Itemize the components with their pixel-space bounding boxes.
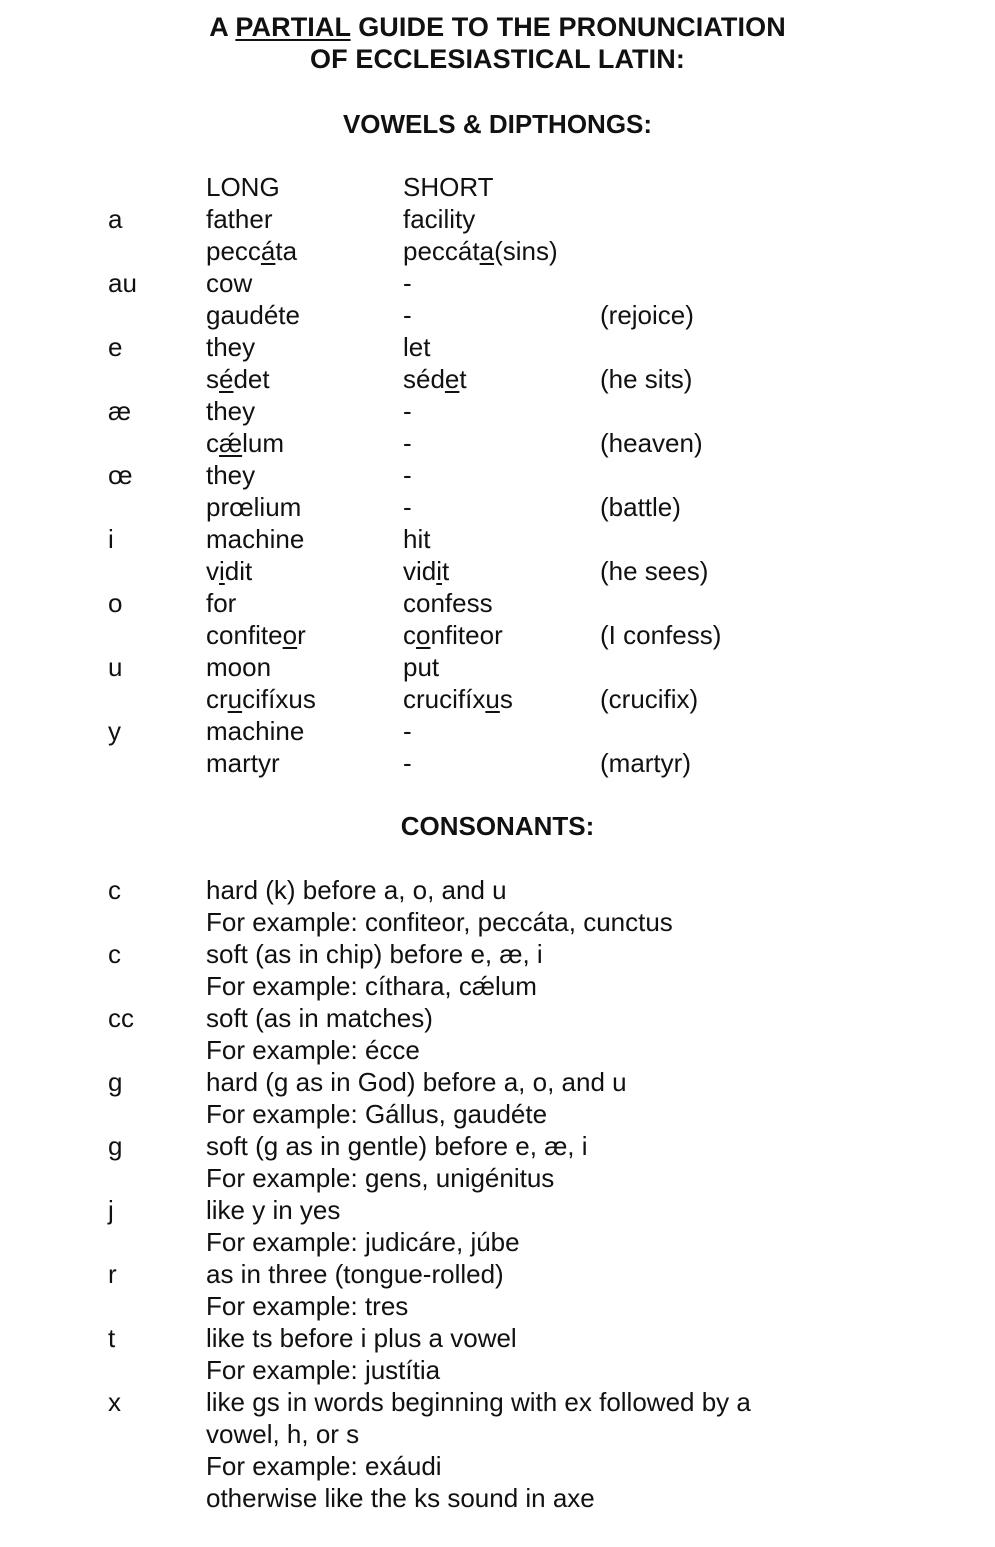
title-suffix: GUIDE TO THE PRONUNCIATION bbox=[350, 12, 786, 42]
long-example-underlined: i bbox=[219, 556, 225, 586]
short-example bbox=[403, 619, 503, 651]
title-emphasis: PARTIAL bbox=[235, 12, 351, 42]
vowel-row bbox=[0, 683, 995, 715]
consonants-table bbox=[0, 874, 995, 1514]
consonant-letter: j bbox=[108, 1195, 114, 1225]
long-example-part: lum bbox=[242, 428, 285, 458]
consonant-letter: c bbox=[108, 875, 121, 905]
short-column-header: SHORT bbox=[403, 172, 494, 202]
vowel-row bbox=[0, 267, 995, 299]
short-example-underlined: a bbox=[479, 236, 495, 266]
long-example bbox=[206, 683, 316, 715]
short-example-underlined: o bbox=[416, 620, 431, 650]
consonant-letter: x bbox=[108, 1387, 121, 1417]
long-example: they bbox=[206, 460, 256, 490]
consonant-description: like ts before i plus a vowel bbox=[206, 1323, 517, 1353]
document-title-line-2: OF ECCLESIASTICAL LATIN: bbox=[310, 44, 685, 74]
long-example: martyr bbox=[206, 748, 280, 778]
vowels-header-row bbox=[0, 171, 995, 203]
short-example bbox=[403, 235, 558, 267]
short-example-part: peccát bbox=[403, 236, 480, 266]
short-example: facility bbox=[403, 204, 476, 234]
long-example bbox=[206, 363, 270, 395]
meaning: (heaven) bbox=[600, 428, 703, 458]
consonant-description: For example: Gállus, gaudéte bbox=[206, 1099, 548, 1129]
consonant-description: soft (as in matches) bbox=[206, 1003, 433, 1033]
long-example-part: confite bbox=[206, 620, 283, 650]
meaning: (he sees) bbox=[600, 556, 709, 586]
consonant-row bbox=[0, 1322, 995, 1354]
consonant-row bbox=[0, 1002, 995, 1034]
vowels-table bbox=[0, 171, 995, 779]
document-title-line-1 bbox=[0, 11, 995, 43]
long-example-part: r bbox=[297, 620, 306, 650]
consonant-description: For example: écce bbox=[206, 1035, 420, 1065]
short-example bbox=[403, 363, 467, 395]
consonant-row bbox=[0, 1194, 995, 1226]
long-example-underlined: o bbox=[282, 620, 298, 650]
long-example-part: c bbox=[206, 428, 219, 458]
short-example-underlined: u bbox=[485, 684, 500, 714]
consonant-description: For example: justítia bbox=[206, 1355, 441, 1385]
consonant-description: as in three (tongue-rolled) bbox=[206, 1259, 504, 1289]
long-example bbox=[206, 619, 306, 651]
vowel-row bbox=[0, 523, 995, 555]
consonant-description: For example: exáudi bbox=[206, 1451, 442, 1481]
short-example: - bbox=[403, 268, 412, 298]
long-example-underlined: é bbox=[219, 364, 234, 394]
consonant-row bbox=[0, 1482, 995, 1514]
meaning: (he sits) bbox=[600, 364, 693, 394]
vowel-row bbox=[0, 363, 995, 395]
vowel-letter: i bbox=[108, 524, 114, 554]
consonant-row bbox=[0, 1130, 995, 1162]
short-example: - bbox=[403, 396, 412, 426]
long-example-part: cr bbox=[206, 684, 228, 714]
short-example-part: c bbox=[403, 620, 416, 650]
long-example-part: pecc bbox=[206, 236, 261, 266]
long-example: for bbox=[206, 588, 237, 618]
long-example: prœlium bbox=[206, 492, 302, 522]
consonant-row bbox=[0, 874, 995, 906]
consonant-description: soft (as in chip) before e, æ, i bbox=[206, 939, 543, 969]
vowel-row bbox=[0, 299, 995, 331]
long-example: they bbox=[206, 396, 256, 426]
consonant-description: otherwise like the ks sound in axe bbox=[206, 1483, 595, 1513]
long-example bbox=[206, 555, 252, 587]
vowel-letter: u bbox=[108, 652, 123, 682]
consonant-description: For example: cíthara, cǽlum bbox=[206, 971, 537, 1001]
consonant-letter: cc bbox=[108, 1003, 134, 1033]
vowel-row bbox=[0, 235, 995, 267]
consonant-row bbox=[0, 1162, 995, 1194]
short-example: let bbox=[403, 332, 431, 362]
meaning: (crucifix) bbox=[600, 684, 699, 714]
meaning: (I confess) bbox=[600, 620, 722, 650]
short-example: confess bbox=[403, 588, 493, 618]
short-example-underlined: i bbox=[436, 556, 443, 586]
consonant-description: For example: gens, unigénitus bbox=[206, 1163, 555, 1193]
consonant-description: For example: confiteor, peccáta, cunctus bbox=[206, 907, 673, 937]
vowel-row bbox=[0, 459, 995, 491]
long-example: gaudéte bbox=[206, 300, 300, 330]
consonants-heading: CONSONANTS: bbox=[400, 811, 595, 841]
vowels-heading: VOWELS & DIPTHONGS: bbox=[342, 109, 653, 139]
consonant-row bbox=[0, 970, 995, 1002]
vowel-row bbox=[0, 715, 995, 747]
long-example-underlined: ǽ bbox=[219, 428, 243, 458]
short-example: - bbox=[403, 460, 412, 490]
long-example bbox=[206, 427, 284, 459]
consonant-row bbox=[0, 938, 995, 970]
short-example-part: s bbox=[499, 684, 513, 714]
vowel-row bbox=[0, 427, 995, 459]
long-example-part: ta bbox=[275, 236, 298, 266]
meaning: (battle) bbox=[600, 492, 681, 522]
consonant-description: like y in yes bbox=[206, 1195, 341, 1225]
long-example-part: dit bbox=[224, 556, 253, 586]
long-example-underlined: u bbox=[227, 684, 243, 714]
short-example: - bbox=[403, 492, 412, 522]
consonant-description: soft (g as in gentle) before e, æ, i bbox=[206, 1131, 588, 1161]
vowel-row bbox=[0, 587, 995, 619]
consonant-description: For example: judicáre, júbe bbox=[206, 1227, 520, 1257]
vowel-row bbox=[0, 395, 995, 427]
vowel-letter: au bbox=[108, 268, 137, 298]
long-example-part: cifíxus bbox=[242, 684, 316, 714]
vowel-row bbox=[0, 619, 995, 651]
short-example: - bbox=[403, 428, 412, 458]
consonant-row bbox=[0, 1450, 995, 1482]
short-example-part: séd bbox=[403, 364, 445, 394]
short-example-part: t bbox=[442, 556, 450, 586]
consonant-row bbox=[0, 1418, 995, 1450]
vowel-row bbox=[0, 203, 995, 235]
short-example-part: vid bbox=[403, 556, 437, 586]
vowel-row bbox=[0, 331, 995, 363]
short-example-part: nfiteor bbox=[430, 620, 503, 650]
consonant-row bbox=[0, 1034, 995, 1066]
short-example-underlined: e bbox=[444, 364, 460, 394]
consonant-letter: c bbox=[108, 939, 121, 969]
consonant-description: For example: tres bbox=[206, 1291, 409, 1321]
consonant-description: hard (g as in God) before a, o, and u bbox=[206, 1067, 627, 1097]
consonant-description: like gs in words beginning with ex followed by a bbox=[206, 1387, 751, 1417]
long-example bbox=[206, 235, 297, 267]
short-example: - bbox=[403, 300, 412, 330]
consonant-letter: g bbox=[108, 1067, 123, 1097]
vowel-row bbox=[0, 555, 995, 587]
vowel-letter: a bbox=[108, 204, 123, 234]
short-example: hit bbox=[403, 524, 431, 554]
vowel-row bbox=[0, 747, 995, 779]
consonant-letter: r bbox=[108, 1259, 117, 1289]
consonant-row bbox=[0, 1066, 995, 1098]
consonant-description: hard (k) before a, o, and u bbox=[206, 875, 507, 905]
vowel-letter: y bbox=[108, 716, 121, 746]
long-example: they bbox=[206, 332, 256, 362]
consonant-row bbox=[0, 1258, 995, 1290]
consonant-description: vowel, h, or s bbox=[206, 1419, 360, 1449]
consonant-row bbox=[0, 1290, 995, 1322]
long-example-underlined: á bbox=[260, 236, 276, 266]
title-prefix: A bbox=[209, 12, 236, 42]
long-example-part: s bbox=[206, 364, 219, 394]
short-example bbox=[403, 555, 449, 587]
long-example: machine bbox=[206, 716, 305, 746]
vowel-row bbox=[0, 651, 995, 683]
long-example: cow bbox=[206, 268, 253, 298]
short-example-part: (sins) bbox=[494, 236, 558, 266]
short-example: put bbox=[403, 652, 440, 682]
consonant-row bbox=[0, 1226, 995, 1258]
vowel-letter: o bbox=[108, 588, 123, 618]
consonant-row bbox=[0, 1386, 995, 1418]
long-example-part: det bbox=[233, 364, 270, 394]
short-example-part: crucifíx bbox=[403, 684, 486, 714]
short-example-part: t bbox=[459, 364, 467, 394]
vowel-row bbox=[0, 491, 995, 523]
consonant-row bbox=[0, 1098, 995, 1130]
consonant-row bbox=[0, 1354, 995, 1386]
short-example: - bbox=[403, 716, 412, 746]
meaning: (rejoice) bbox=[600, 300, 694, 330]
vowel-letter: æ bbox=[108, 396, 132, 426]
long-example: moon bbox=[206, 652, 272, 682]
long-example: father bbox=[206, 204, 273, 234]
vowel-letter: e bbox=[108, 332, 123, 362]
consonant-row bbox=[0, 906, 995, 938]
long-example: machine bbox=[206, 524, 305, 554]
vowel-letter: œ bbox=[108, 460, 133, 490]
short-example bbox=[403, 683, 513, 715]
long-example-part: v bbox=[206, 556, 219, 586]
meaning: (martyr) bbox=[600, 748, 691, 778]
short-example: - bbox=[403, 748, 412, 778]
consonant-letter: t bbox=[108, 1323, 116, 1353]
long-column-header: LONG bbox=[206, 172, 280, 202]
consonant-letter: g bbox=[108, 1131, 123, 1161]
